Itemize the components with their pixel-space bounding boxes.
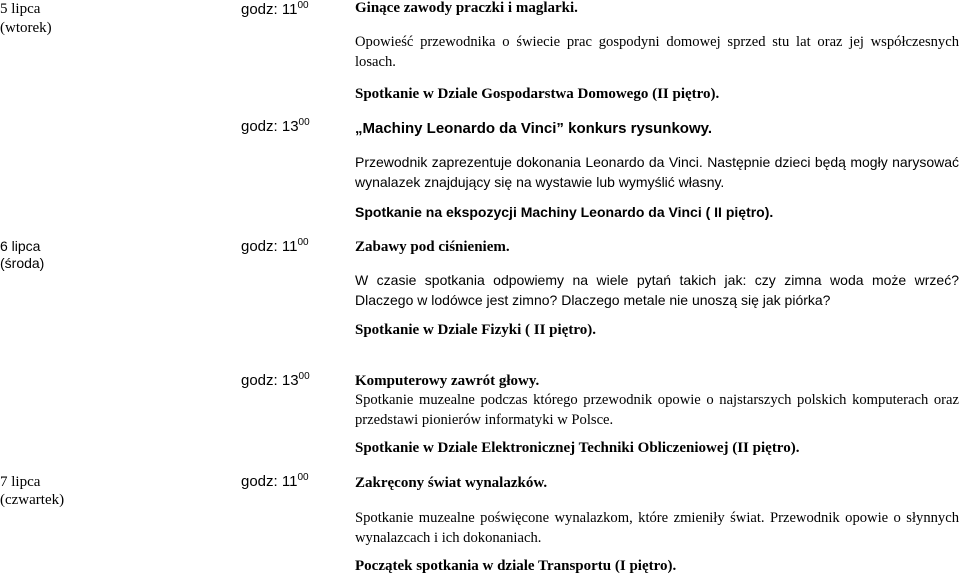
session-title: „Machiny Leonardo da Vinci” konkurs rysunkowy. [355,120,713,137]
session-time: godz: $11^{00}$ [241,237,309,255]
session-title: Ginące zawody praczki i maglarki. [355,0,578,16]
day-date: 5 lipca [0,1,41,17]
session-title: Komputerowy zawrót głowy. [355,373,540,389]
session-description: W czasie spotkania odpowiemy na wiele pytań takich jak: czy zimna woda może wrzeć? Dlaczego w lodówce jest zimno? Dlaczego metale nie unoszą się jak piórka? [355,272,959,308]
session-description: Przewodnik zaprezentuje dokonania Leonardo da Vinci. Następnie dzieci będą mogły narysować wynalazek znajdujący się na wystawie lub wymyślić własny. [355,154,959,190]
session-place: Spotkanie w Dziale Gospodarstwa Domowego (II piętro). [355,86,720,102]
session-title: Zakręcony świat wynalazków. [355,475,548,491]
session-time: godz: $13^{00}$ [241,117,310,135]
session-description: Spotkanie muzealne podczas którego przewodnik opowie o najstarszych polskich komputerach oraz przedstawi pionierów informatyki w Polsce. [355,392,959,428]
session-place: Spotkanie w Dziale Elektronicznej Techniki Obliczeniowej (II piętro). [355,440,800,456]
session-description: Opowieść przewodnika o świecie prac gospodyni domowej sprzed stu lat oraz jej współczesnych losach. [355,34,959,70]
session-time: godz: $11^{00}$ [241,472,309,490]
session-time: godz: $11^{00}$ [241,0,309,18]
session-place: Początek spotkania w dziale Transportu (I piętro). [355,558,677,574]
session-place: Spotkanie w Dziale Fizyki ( II piętro). [355,322,596,338]
day-weekday: (czwartek) [0,492,65,508]
session-time: godz: $13^{00}$ [241,371,310,389]
day-weekday: (wtorek) [0,20,52,36]
session-place: Spotkanie na ekspozycji Machiny Leonardo da Vinci ( II piętro). [355,204,774,220]
day-weekday: (środa) [0,255,45,271]
session-title: Zabawy pod ciśnieniem. [355,239,510,255]
day-date: 6 lipca [0,238,41,254]
session-description: Spotkanie muzealne poświęcone wynalazkom, które zmieniły świat. Przewodnik opowie o słynnych wynalazcach i ich dokonaniach. [355,510,959,546]
day-date: 7 lipca [0,474,41,490]
